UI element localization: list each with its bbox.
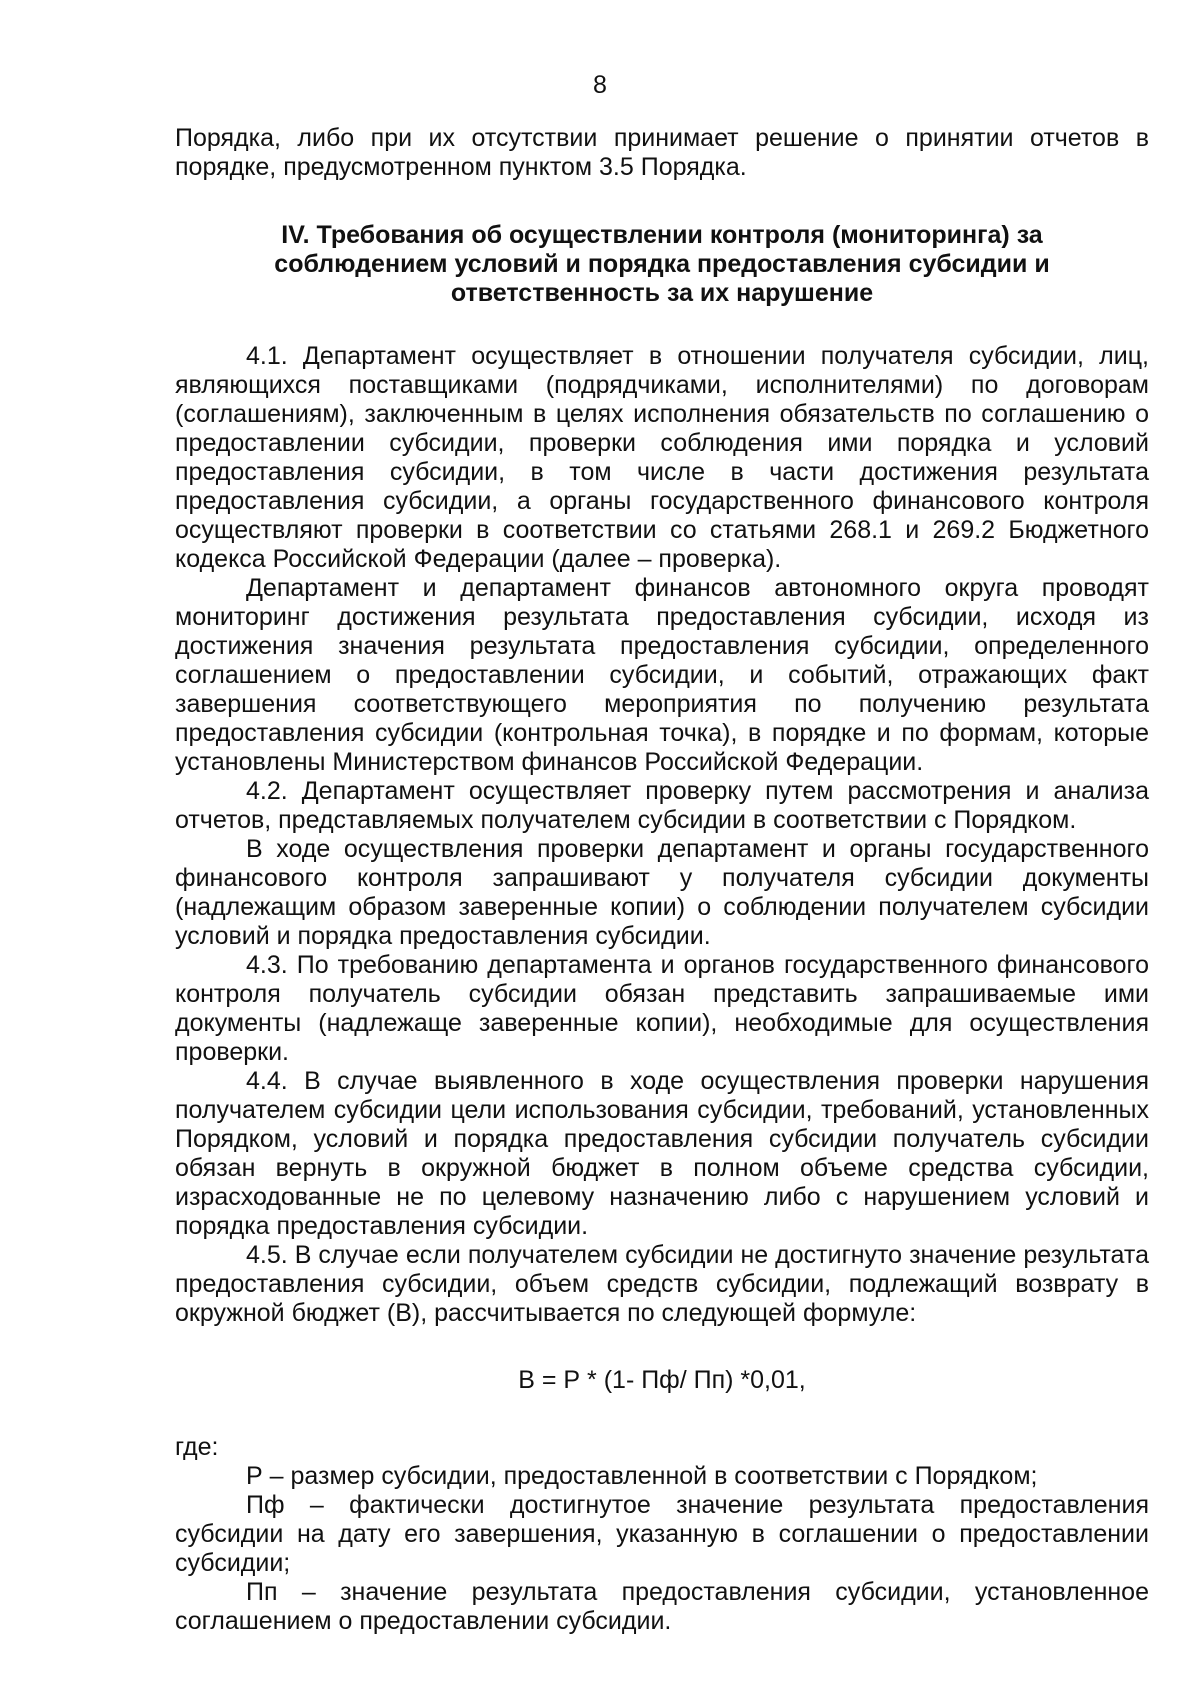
document-body [175,124,1149,1636]
section-title: IV. Требования об осуществлении контроля (мониторинга) за соблюдением условий и порядка предоставления субсидии и ответственность за их нарушение [274,221,1050,307]
paragraph-4-1: 4.1. Департамент осуществляет в отношении получателя субсидии, лиц, являющихся поставщиками (подрядчиками, исполнителями) по договорам (соглашениям), заключенным в целях исполнения обязательств по соглашению о предоставлении субсидии, проверки соблюдения ими порядка и условий предоставления субсидии, в том числе в части достижения результата предоставления субсидии, а органы государственного финансового контроля осуществляют проверки в соответствии со статьями 268.1 и 269.2 Бюджетного кодекса Российской Федерации (далее – проверка). [175,342,1149,573]
paragraph-4-4: 4.4. В случае выявленного в ходе осуществления проверки нарушения получателем субсидии цели использования субсидии, требований, установленных Порядком, условий и порядка предоставления субсидии получатель субсидии обязан вернуть в окружной бюджет в полном объеме средства субсидии, израсходованные не по целевому назначению либо с нарушением условий и порядка предоставления субсидии. [175,1067,1149,1240]
paragraph-monitoring: Департамент и департамент финансов автономного округа проводят мониторинг достижения результата предоставления субсидии, исходя из достижения значения результата предоставления субсидии, определенного соглашением о предоставлении субсидии, и событий, отражающих факт завершения соответствующего мероприятия по получению результата предоставления субсидии (контрольная точка), в порядке и по формам, которые установлены Министерством финансов Российской Федерации. [175,574,1149,776]
where-label: где: [175,1433,219,1461]
paragraph-4-3: 4.3. По требованию департамента и органов государственного финансового контроля получатель субсидии обязан представить запрашиваемые ими документы (надлежаще заверенные копии), необходимые для осуществления проверки. [175,951,1149,1066]
definition-pp: Пп – значение результата предоставления субсидии, установленное соглашением о предоставлении субсидии. [175,1578,1149,1635]
intro-paragraph: Порядка, либо при их отсутствии принимает решение о принятии отчетов в порядке, предусмотренном пунктом 3.5 Порядка. [175,124,1149,181]
paragraph-4-5: 4.5. В случае если получателем субсидии не достигнуто значение результата предоставления субсидии, объем средств субсидии, подлежащий возврату в окружной бюджет (В), рассчитывается по следующей формуле: [175,1241,1149,1327]
paragraph-4-2: 4.2. Департамент осуществляет проверку путем рассмотрения и анализа отчетов, представляемых получателем субсидии в соответствии с Порядком. [175,777,1149,834]
definition-pf: Пф – фактически достигнутое значение результата предоставления субсидии на дату его завершения, указанную в соглашении о предоставлении субсидии; [175,1491,1149,1577]
definition-p: Р – размер субсидии, предоставленной в соответствии с Порядком; [246,1462,1038,1490]
paragraph-inspection-documents: В ходе осуществления проверки департамент и органы государственного финансового контроля запрашивают у получателя субсидии документы (надлежащим образом заверенные копии) о соблюдении получателем субсидии условий и порядка предоставления субсидии. [175,835,1149,950]
refund-formula: В = Р * (1- Пф/ Пп) *0,01, [518,1366,806,1394]
page-number: 8 [593,71,607,99]
